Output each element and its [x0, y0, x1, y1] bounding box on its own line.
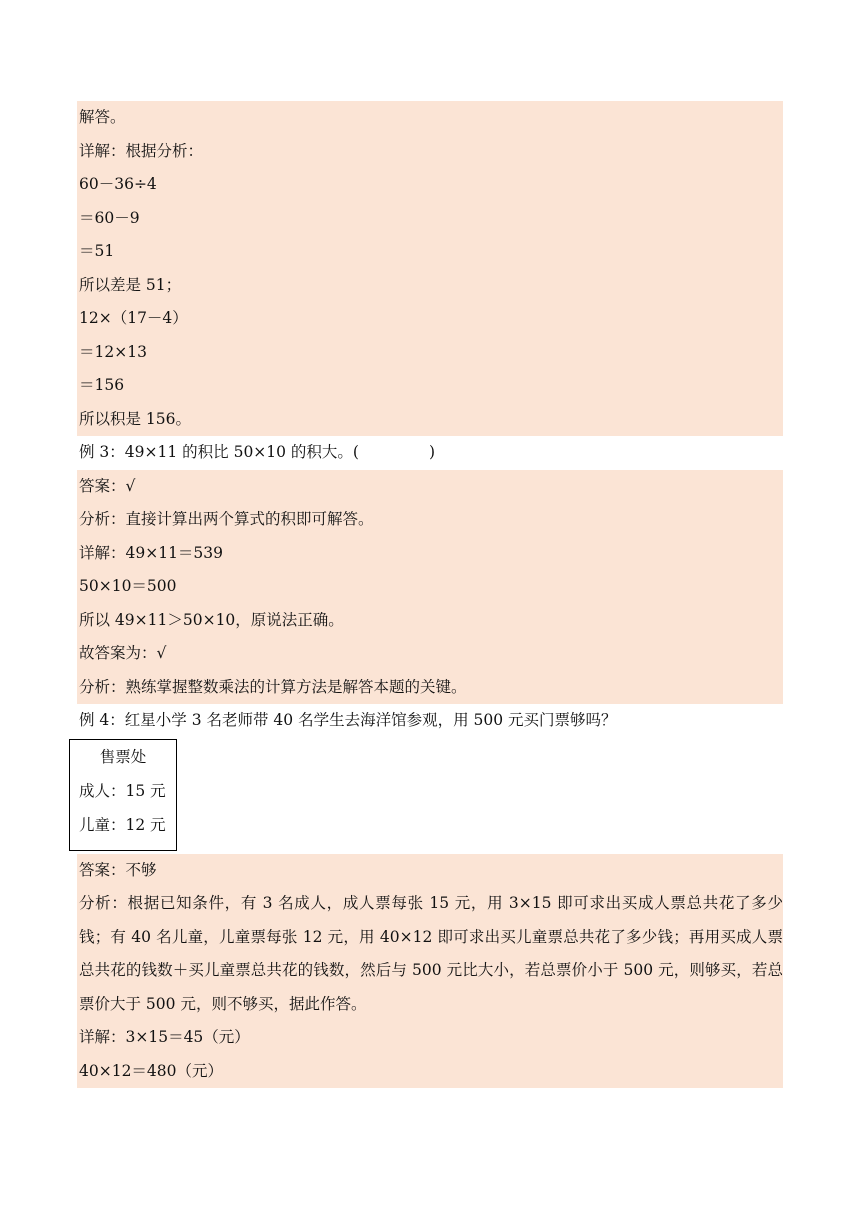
solution-block-example-4 [77, 854, 783, 1089]
text-line: 60－36÷4 [79, 175, 157, 193]
text-line: 50×10＝500 [79, 577, 177, 595]
text-line: 详解：根据分析： [79, 141, 204, 160]
text-line: ＝60－9 [79, 208, 140, 227]
child-price: 儿童：12 元 [79, 815, 166, 834]
ticket-price-box [69, 739, 177, 851]
answer-line: 答案：不够 [79, 860, 157, 879]
detail-line: 详解：3×15＝45（元） [79, 1028, 250, 1046]
ticket-box-title: 售票处 [99, 747, 147, 766]
text-line: 分析：直接计算出两个算式的积即可解答。 [79, 510, 374, 528]
ticket-box-area [77, 738, 783, 854]
analysis-paragraph: 分析：根据已知条件，有 3 名成人，成人票每张 15 元，用 3×15 即可求出买成人票总共花了多少钱；有 40 名儿童，儿童票每张 12 元，用 40×12 即可求出买儿童票总共花了多少钱；再用买成人票总共花的钱数＋买儿童票总共花的钱数，然后与 500 元比大小，若总票价小于 500 元，则够买，若总票价大于 500 元，则不够买，据此作答。 [79, 894, 783, 1013]
detail-line: 40×12＝480（元） [79, 1061, 224, 1080]
text-line: ＝12×13 [79, 342, 147, 361]
text-line: ＝156 [79, 376, 125, 394]
example-3-text: 例 3：49×11 的积比 50×10 的积大。( [79, 443, 359, 461]
text-line: ＝51 [79, 242, 115, 260]
text-line: 故答案为：√ [79, 644, 167, 662]
text-line: 12×（17－4） [79, 309, 188, 327]
text-line: 解答。 [79, 108, 126, 126]
text-line: 详解：49×11＝539 [79, 543, 224, 562]
text-line: 答案：√ [79, 476, 136, 495]
example-3-question [77, 436, 783, 470]
text-line: 所以 49×11＞50×10，原说法正确。 [79, 610, 344, 629]
solution-block-example-2 [77, 101, 783, 436]
document-body [77, 101, 783, 1088]
text-line: 分析：熟练掌握整数乘法的计算方法是解答本题的关键。 [79, 677, 467, 696]
example-3-close-paren: ) [429, 443, 436, 461]
example-4-question: 例 4：红星小学 3 名老师带 40 名学生去海洋馆参观，用 500 元买门票够吗？ [79, 711, 617, 729]
text-line: 所以积是 156。 [79, 409, 192, 428]
adult-price: 成人：15 元 [79, 781, 166, 800]
text-line: 所以差是 51； [79, 275, 182, 294]
solution-block-example-3 [77, 470, 783, 705]
